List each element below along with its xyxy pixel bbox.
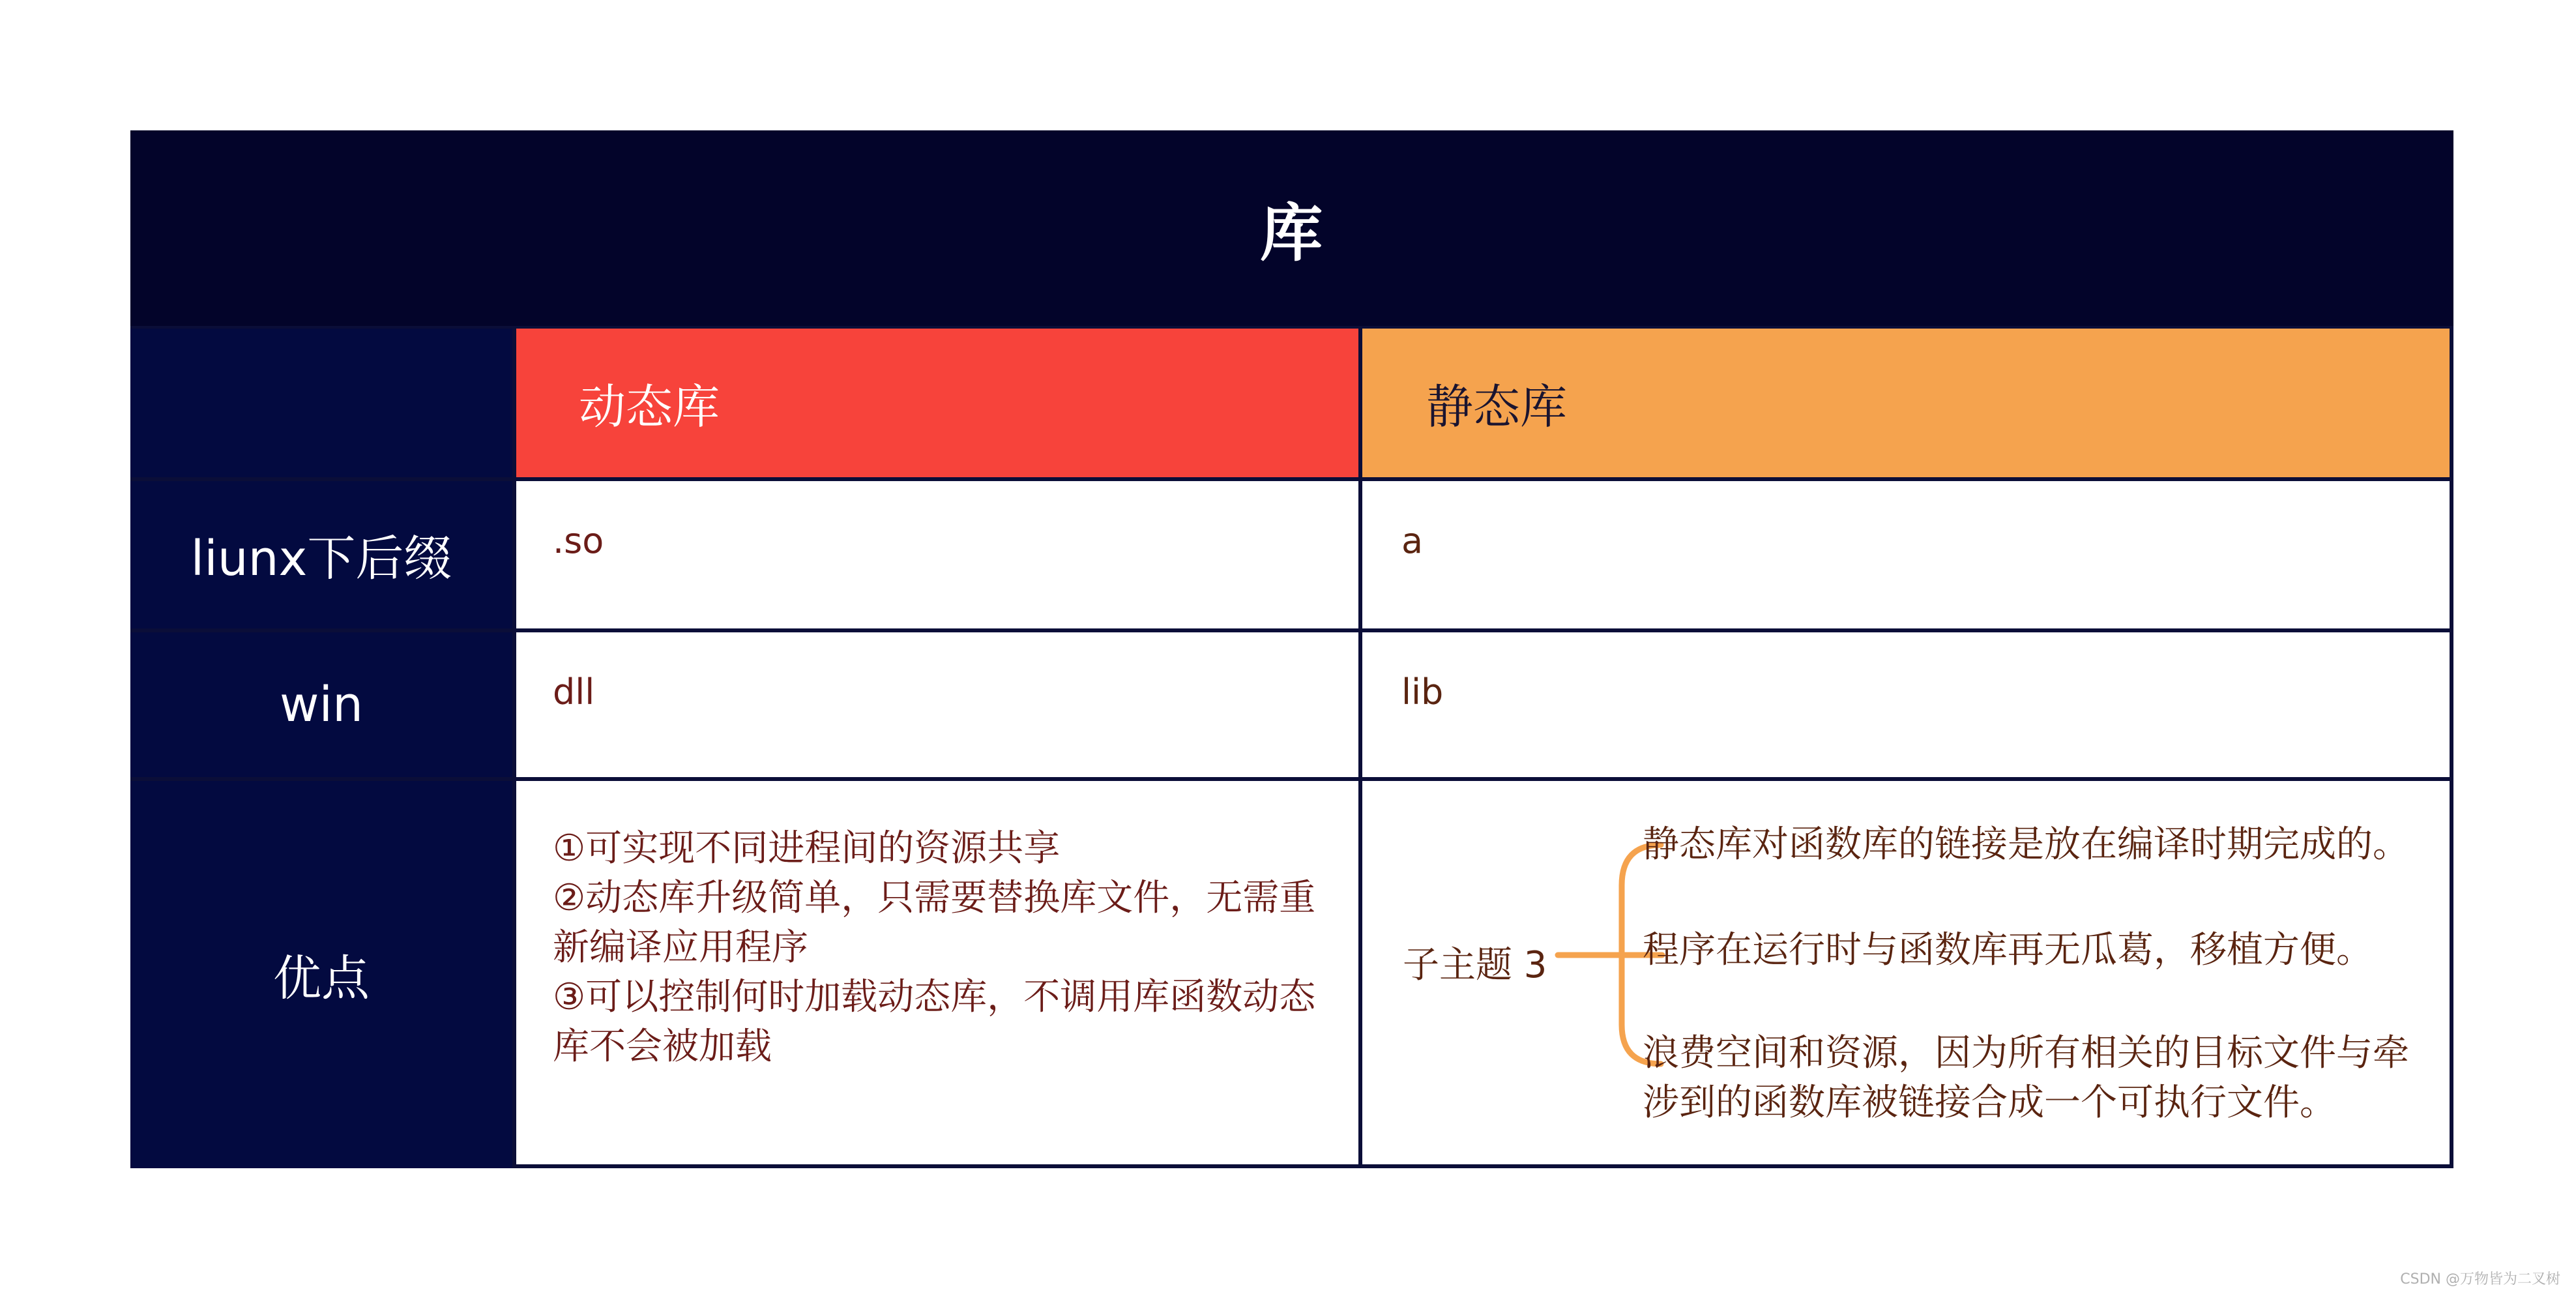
advantage-item: ③可以控制何时加载动态库，不调用库函数动态库不会被加载 bbox=[553, 976, 1316, 1068]
table-title: 库 bbox=[1260, 196, 1324, 270]
cell-win-static bbox=[1362, 632, 2450, 777]
advantage-item: ②动态库升级简单，只需要替换库文件，无需重新编译应用程序 bbox=[553, 877, 1316, 969]
cell-suffix-dynamic-text: .so bbox=[553, 520, 604, 561]
corner-cell bbox=[130, 329, 512, 477]
column-header-static-label: 静态库 bbox=[1426, 379, 1568, 434]
cell-win-dynamic-text: dll bbox=[553, 671, 595, 713]
library-comparison-table bbox=[130, 130, 2453, 1168]
column-header-static bbox=[1362, 329, 2450, 477]
mindmap-item: 浪费空间和资源，因为所有相关的目标文件与牵涉到的函数库被链接合成一个可执行文件。 bbox=[1643, 1032, 2409, 1124]
advantage-item: ①可实现不同进程间的资源共享 bbox=[553, 827, 1061, 870]
column-header-dynamic-label: 动态库 bbox=[579, 379, 720, 434]
cell-advantages-static bbox=[1362, 781, 2450, 1164]
row-header-advantages bbox=[130, 781, 512, 1168]
mindmap-topic: 子主题 3 bbox=[1403, 944, 1547, 986]
row-header-suffix-label: liunx下后缀 bbox=[190, 531, 452, 587]
cell-win-static-text: lib bbox=[1401, 671, 1444, 713]
row-header-advantages-label: 优点 bbox=[273, 950, 370, 1007]
cell-suffix-static bbox=[1362, 481, 2450, 628]
mindmap-item: 程序在运行时与函数库再无瓜葛，移植方便。 bbox=[1643, 929, 2373, 971]
cell-suffix-dynamic bbox=[516, 481, 1358, 628]
row-header-suffix bbox=[130, 481, 512, 628]
mindmap-item: 静态库对函数库的链接是放在编译时期完成的。 bbox=[1643, 823, 2409, 866]
cell-advantages-dynamic bbox=[516, 781, 1358, 1164]
title-bar bbox=[130, 130, 2453, 326]
watermark: CSDN @万物皆为二叉树 bbox=[2400, 1271, 2560, 1288]
column-header-dynamic bbox=[516, 329, 1358, 477]
row-header-win-label: win bbox=[280, 677, 363, 733]
row-header-win bbox=[130, 632, 512, 777]
cell-suffix-static-text: a bbox=[1401, 520, 1424, 561]
cell-win-dynamic bbox=[516, 632, 1358, 777]
